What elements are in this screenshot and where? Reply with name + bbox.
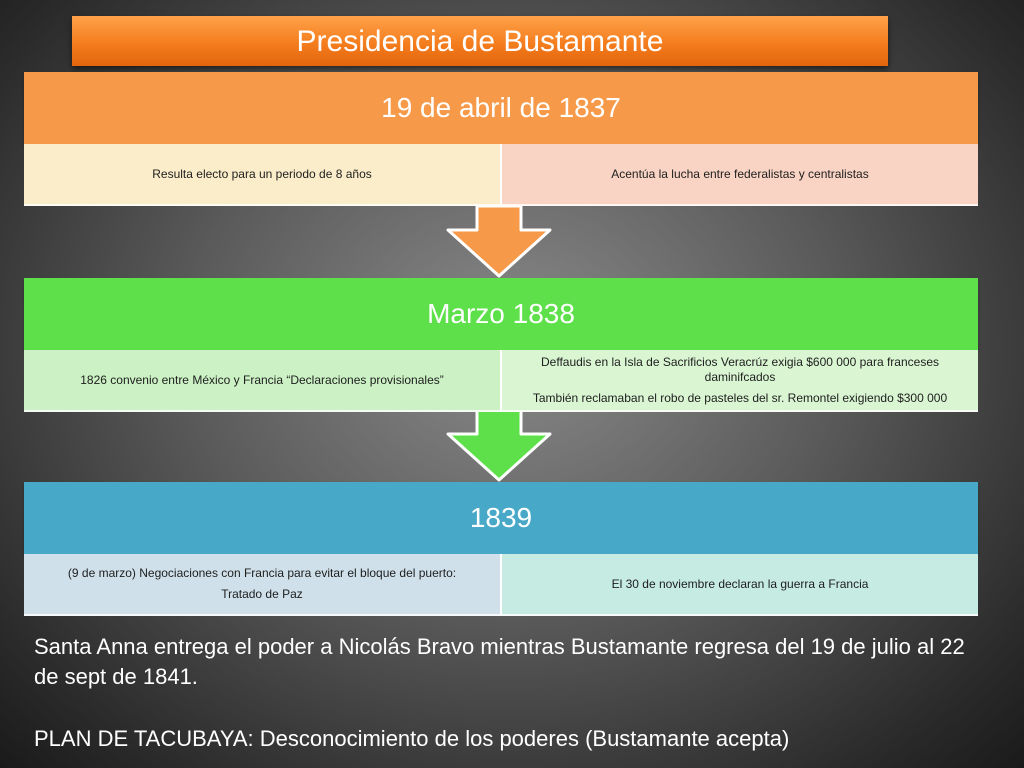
note-text: Santa Anna entrega el poder a Nicolás Bravo mientras Bustamante regresa del 19 de julio al 22 de sept de 1841. [34, 634, 965, 689]
timeline-section-1838 [24, 278, 978, 412]
section-details [24, 554, 978, 616]
note-text: PLAN DE TACUBAYA: Desconocimiento de los poderes (Bustamante acepta) [34, 726, 790, 751]
detail-right [502, 554, 978, 616]
section-heading: Marzo 1838 [24, 278, 978, 350]
detail-text: Deffaudis en la Isla de Sacrificios Veracrúz exigia $600 000 para franceses daminifcados [540, 354, 939, 384]
detail-left [24, 554, 502, 616]
timeline-section-1837 [24, 72, 978, 206]
detail-text: El 30 de noviembre declaran la guerra a Francia [611, 576, 869, 591]
section-heading: 1839 [24, 482, 978, 554]
section-details [24, 350, 978, 412]
detail-text: Acentúa la lucha entre federalistas y centralistas [611, 166, 869, 181]
down-arrow-icon [444, 410, 554, 482]
page-title: Presidencia de Bustamante [72, 16, 888, 66]
section-heading: 19 de abril de 1837 [24, 72, 978, 144]
detail-text: También reclamaban el robo de pasteles del sr. Remontel exigiendo $300 000 [532, 390, 948, 405]
detail-left [24, 144, 502, 206]
detail-right [502, 144, 978, 206]
detail-text: Tratado de Paz [221, 587, 303, 601]
detail-right [502, 350, 978, 412]
detail-text: 1826 convenio entre México y Francia “Declaraciones provisionales” [80, 372, 444, 387]
timeline-section-1839 [24, 482, 978, 616]
detail-text: Resulta electo para un periodo de 8 años [152, 166, 372, 181]
down-arrow-icon [444, 206, 554, 278]
section-details [24, 144, 978, 206]
detail-text: (9 de marzo) Negociaciones con Francia para evitar el bloque del puerto: [67, 566, 457, 580]
detail-left [24, 350, 502, 412]
